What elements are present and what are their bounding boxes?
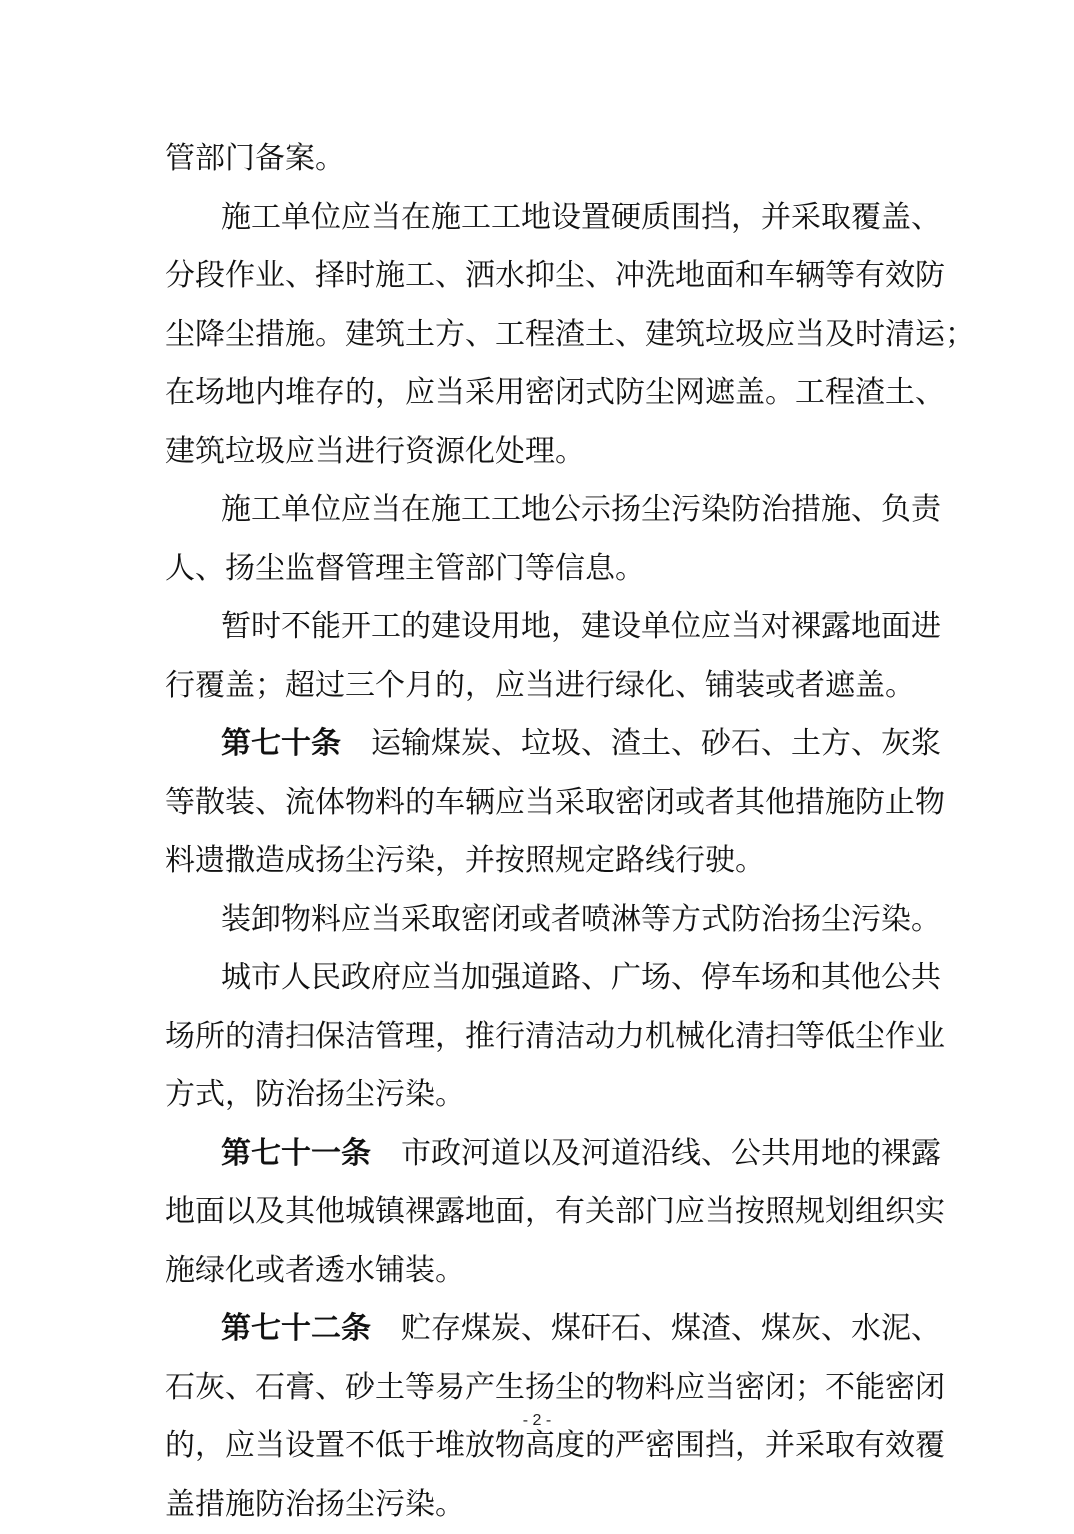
text-line — [165, 1008, 913, 1067]
line-text: 盖措施防治扬尘污染。 — [165, 1487, 465, 1522]
article-paragraph — [165, 1125, 913, 1301]
line-text: 石灰、石膏、砂土等易产生扬尘的物料应当密闭；不能密闭 — [165, 1370, 945, 1405]
line-text: 方式，防治扬尘污染。 — [165, 1077, 465, 1112]
line-text: 场所的清扫保洁管理，推行清洁动力机械化清扫等低尘作业 — [165, 1019, 945, 1054]
line-text: 人、扬尘监督管理主管部门等信息。 — [165, 551, 645, 586]
paragraph — [165, 189, 913, 482]
text-line — [165, 715, 913, 774]
text-line — [165, 1242, 913, 1301]
page-number: - 2 - — [0, 1412, 1074, 1430]
text-line — [165, 1359, 913, 1418]
text-line — [165, 189, 913, 248]
line-text: 城市人民政府应当加强道路、广场、停车场和其他公共 — [221, 960, 941, 995]
paragraph — [165, 598, 913, 715]
line-text: 等散装、流体物料的车辆应当采取密闭或者其他措施防止物 — [165, 785, 945, 820]
text-line — [165, 1300, 913, 1359]
line-text: 行覆盖；超过三个月的，应当进行绿化、铺装或者遮盖。 — [165, 668, 915, 703]
line-text: 施工单位应当在施工工地设置硬质围挡，并采取覆盖、 — [221, 200, 941, 235]
text-line — [165, 364, 913, 423]
line-text: 施绿化或者透水铺装。 — [165, 1253, 465, 1288]
line-text: 贮存煤炭、煤矸石、煤渣、煤灰、水泥、 — [371, 1311, 941, 1346]
paragraph — [165, 891, 913, 950]
text-line — [165, 306, 913, 365]
text-line — [165, 247, 913, 306]
text-line — [165, 1125, 913, 1184]
line-text: 料遗撒造成扬尘污染，并按照规定路线行驶。 — [165, 843, 765, 878]
line-text: 运输煤炭、垃圾、渣土、砂石、土方、灰浆 — [341, 726, 941, 761]
line-text: 建筑垃圾应当进行资源化处理。 — [165, 434, 585, 469]
text-line — [165, 891, 913, 950]
text-line — [165, 657, 913, 716]
text-line — [165, 832, 913, 891]
text-line — [165, 949, 913, 1008]
text-line — [165, 598, 913, 657]
line-text: 分段作业、择时施工、洒水抑尘、冲洗地面和车辆等有效防 — [165, 258, 945, 293]
article-number: 第七十二条 — [221, 1311, 371, 1346]
line-text: 地面以及其他城镇裸露地面，有关部门应当按照规划组织实 — [165, 1194, 945, 1229]
line-text: 的，应当设置不低于堆放物高度的严密围挡，并采取有效覆 — [165, 1428, 945, 1463]
line-text: 管部门备案。 — [165, 141, 345, 176]
text-line — [165, 130, 913, 189]
text-line — [165, 1476, 913, 1534]
paragraph — [165, 949, 913, 1125]
document-body — [165, 130, 913, 1534]
line-text: 在场地内堆存的，应当采用密闭式防尘网遮盖。工程渣土、 — [165, 375, 945, 410]
article-number: 第七十条 — [221, 726, 341, 761]
paragraph — [165, 481, 913, 598]
text-line — [165, 1066, 913, 1125]
article-number: 第七十一条 — [221, 1136, 371, 1171]
line-text: 装卸物料应当采取密闭或者喷淋等方式防治扬尘污染。 — [221, 902, 941, 937]
text-line — [165, 1183, 913, 1242]
text-line — [165, 540, 913, 599]
paragraph — [165, 130, 913, 189]
line-text: 施工单位应当在施工工地公示扬尘污染防治措施、负责 — [221, 492, 941, 527]
line-text: 尘降尘措施。建筑土方、工程渣土、建筑垃圾应当及时清运； — [165, 317, 975, 352]
text-line — [165, 423, 913, 482]
line-text: 市政河道以及河道沿线、公共用地的裸露 — [371, 1136, 941, 1171]
article-paragraph — [165, 715, 913, 891]
text-line — [165, 774, 913, 833]
text-line — [165, 481, 913, 540]
line-text: 暂时不能开工的建设用地，建设单位应当对裸露地面进 — [221, 609, 941, 644]
